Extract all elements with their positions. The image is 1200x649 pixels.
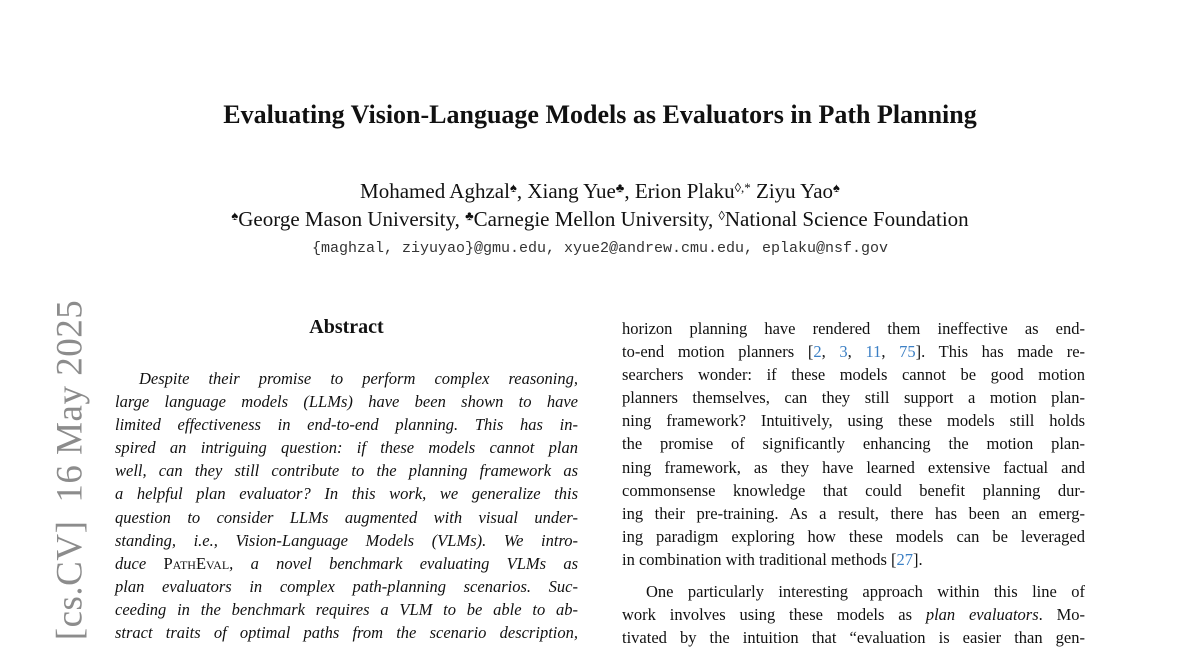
body-text: . Mo-: [1038, 605, 1085, 625]
affiliation-name: George Mason University: [238, 207, 455, 231]
abstract-line: ceeding in the benchmark requires a VLM to be able to ab-: [115, 599, 578, 619]
body-line: to-end motion planners [2, 3, 11, 75]. This has made re-: [622, 342, 1086, 362]
body-line: searchers wonder: if these models cannot be good motion: [622, 365, 1085, 385]
abstract-line: standing, i.e., Vision-Language Models (VLMs). We intro-: [115, 530, 578, 550]
abstract-line: Despite their promise to perform complex reasoning,: [139, 369, 578, 388]
arxiv-category: [cs.CV]: [49, 520, 91, 641]
arxiv-date: 16 May 2025: [49, 299, 91, 503]
abstract-line: well, can they still contribute to the planning framework as: [115, 461, 578, 481]
benchmark-name: PathEval: [163, 553, 230, 573]
body-text: ]. This has made re-: [915, 342, 1086, 362]
body-text: in combination with traditional methods [: [622, 549, 897, 569]
body-line: [622, 603, 1085, 626]
affiliation-list: [0, 205, 1200, 233]
body-line: horizon planning have rendered them ineffective as end-: [622, 319, 1085, 338]
citation-link[interactable]: 2: [813, 342, 822, 362]
author-name: Xiang Yue: [527, 179, 616, 203]
citation-link[interactable]: 75: [899, 342, 916, 362]
abstract-line: question to consider LLMs augmented with visual under-: [115, 507, 578, 527]
body-line: tivated by the intuition that “evaluation is easier than gen-: [622, 628, 1085, 648]
body-line: ing their pre-training. As a result, there has been an emerg-: [622, 503, 1085, 523]
affiliation-mark: ♠: [833, 180, 840, 195]
affiliation-mark: ♣: [615, 180, 625, 195]
arxiv-stamp: [49, 300, 92, 640]
abstract-line: plan evaluators in complex path-planning scenarios. Suc-: [115, 576, 578, 596]
body-line: ning framework? Intuitively, using these models still holds: [622, 411, 1085, 431]
body-text: to-end motion planners [: [622, 342, 814, 362]
body-line: the promise of significantly enhancing the motion plan-: [622, 434, 1085, 454]
abstract-text: duce: [115, 553, 147, 573]
author-separator: ,: [624, 179, 635, 203]
citation-link[interactable]: 11: [865, 342, 882, 362]
body-line: [622, 548, 1085, 571]
body-line: ning framework, as they have learned extensive factual and: [622, 457, 1085, 477]
affiliation-mark: ◊,*: [734, 180, 751, 195]
body-line: commonsense knowledge that could benefit planning dur-: [622, 480, 1085, 500]
emphasis-text: plan evaluators: [925, 605, 1039, 625]
affiliation-mark: ♠: [231, 208, 239, 223]
abstract-line: stract traits of optimal paths from the scenario description,: [115, 623, 578, 643]
affiliation-mark: ♣: [465, 208, 474, 223]
affiliation-name: Carnegie Mellon University: [473, 207, 708, 231]
body-line: One particularly interesting approach within this line of: [646, 582, 1085, 602]
author-separator: ,: [516, 179, 528, 203]
body-line: planners themselves, can they still support a motion plan-: [622, 388, 1085, 408]
affiliation-mark: ♠: [509, 180, 517, 195]
abstract-line: [115, 552, 578, 575]
author-emails: {maghzal, ziyuyao}@gmu.edu, xyue2@andrew.cmu.edu, eplaku@nsf.gov: [311, 240, 889, 257]
paper-title: Evaluating Vision-Language Models as Evaluators in Path Planning: [223, 100, 977, 129]
introduction-body: [622, 317, 1085, 649]
body-line: ing paradigm exploring how these models can be leveraged: [622, 526, 1085, 546]
abstract-text: , a novel benchmark evaluating VLMs as: [229, 553, 579, 573]
abstract-line: limited effectiveness in end-to-end planning. This has in-: [115, 415, 578, 435]
citation-link[interactable]: 27: [896, 549, 913, 569]
body-text: work involves using these models as: [622, 605, 926, 625]
affiliation-separator: ,: [454, 207, 466, 231]
paragraph-gap: [622, 571, 1085, 580]
abstract-heading: Abstract: [309, 316, 384, 338]
affiliation-mark: ◊: [718, 208, 725, 223]
affiliation-name: National Science Foundation: [724, 207, 969, 231]
body-text: ].: [913, 549, 923, 569]
abstract-line: large language models (LLMs) have been shown to have: [115, 392, 578, 412]
citation-link[interactable]: 3: [839, 342, 848, 362]
author-name: Erion Plaku: [634, 179, 735, 203]
abstract-line: a helpful plan evaluator? In this work, we generalize this: [115, 484, 578, 504]
author-name: Mohamed Aghzal: [360, 179, 510, 203]
author-list: [0, 177, 1200, 205]
affiliation-separator: ,: [707, 207, 719, 231]
abstract-line: spired an intriguing question: if these models cannot plan: [115, 438, 578, 458]
abstract-body: [115, 367, 578, 644]
author-name: Ziyu Yao: [756, 179, 834, 203]
